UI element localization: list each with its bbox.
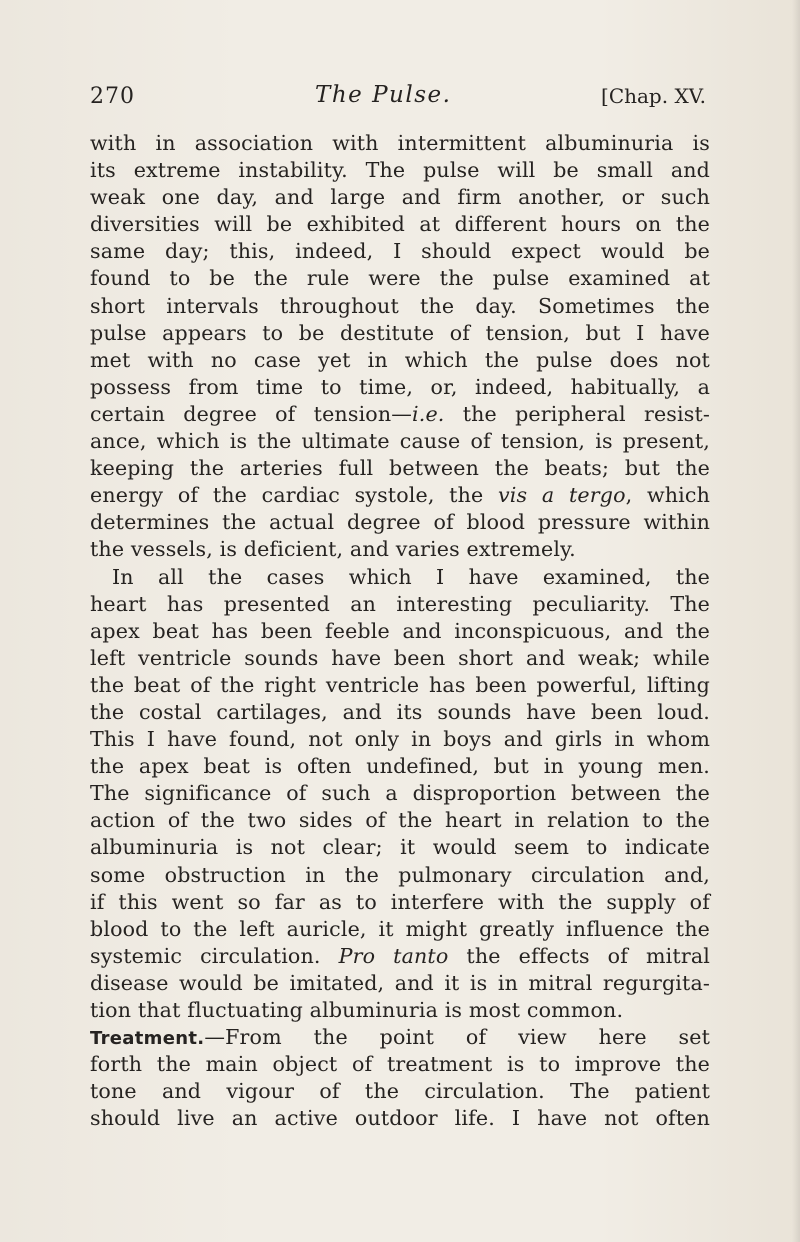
text-line: keeping the arteries full between the beats; but the <box>90 456 710 481</box>
text-line: the apex beat is often undefined, but in young men. <box>90 754 710 779</box>
text-line: albuminuria is not clear; it would seem to indicate <box>90 835 710 860</box>
chapter-reference: [Chap. XV. <box>601 84 706 108</box>
paragraph-start-line: In all the cases which I have examined, the <box>112 564 710 589</box>
text-line: determines the actual degree of blood pressure within <box>90 510 710 535</box>
text-line: apex beat has been feeble and inconspicuous, and the <box>90 618 710 643</box>
paragraph-end-line: tion that fluctuating albuminuria is most common. <box>90 998 624 1022</box>
text-line: weak one day, and large and firm another, or such <box>90 185 710 210</box>
body-text <box>90 130 710 1132</box>
text-line: certain degree of tension—i.e. the peripheral resist- <box>90 401 711 426</box>
text-line: pulse appears to be destitute of tension, but I have <box>90 320 710 345</box>
text-line: blood to the left auricle, it might greatly influence the <box>90 916 710 941</box>
text-line: same day; this, indeed, I should expect would be <box>90 239 710 264</box>
text-line: diversities will be exhibited at different hours on the <box>90 212 710 237</box>
text-line: heart has presented an interesting peculiarity. The <box>90 591 710 616</box>
italic-phrase: i.e. <box>412 401 445 426</box>
running-header <box>90 84 706 116</box>
text-line: possess from time to time, or, indeed, habitually, a <box>90 374 710 399</box>
text-line: action of the two sides of the heart in relation to the <box>90 808 710 833</box>
running-title: The Pulse. <box>315 82 452 108</box>
text-line: its extreme instability. The pulse will be small and <box>90 158 710 183</box>
italic-phrase: Pro tanto <box>338 943 449 968</box>
text-line: ance, which is the ultimate cause of tension, is present, <box>90 429 710 454</box>
text-line: with in association with intermittent albuminuria is <box>90 131 710 155</box>
text-line: The significance of such a disproportion between the <box>90 781 710 806</box>
text-line: the beat of the right ventricle has been powerful, lifting <box>90 672 710 697</box>
text-line: some obstruction in the pulmonary circulation and, <box>90 862 710 887</box>
text-line: should live an active outdoor life. I have not often <box>90 1106 710 1131</box>
text-line: tone and vigour of the circulation. The patient <box>90 1079 710 1104</box>
section-start-line: Treatment.—From the point of view here set <box>90 1025 710 1050</box>
section-heading: Treatment. <box>90 1028 205 1050</box>
text-line: This I have found, not only in boys and girls in whom <box>90 727 710 752</box>
text-line: found to be the rule were the pulse examined at <box>90 266 710 291</box>
page-edge-shadow <box>792 0 800 1242</box>
text-line: met with no case yet in which the pulse does not <box>90 347 710 372</box>
paragraph-end-line: the vessels, is deficient, and varies extremely. <box>90 537 576 562</box>
page-number: 270 <box>90 84 135 109</box>
text-line: forth the main object of treatment is to improve the <box>90 1052 710 1077</box>
text-line: short intervals throughout the day. Sometimes the <box>90 293 710 318</box>
italic-phrase: vis a tergo <box>498 483 626 508</box>
text-line: systemic circulation. Pro tanto the effects of mitral <box>90 943 710 968</box>
text-line: energy of the cardiac systole, the vis a tergo, which <box>90 483 710 508</box>
text-line: left ventricle sounds have been short and weak; while <box>90 645 710 670</box>
text-line: the costal cartilages, and its sounds have been loud. <box>90 699 710 724</box>
text-line: disease would be imitated, and it is in mitral regurgita- <box>90 970 710 995</box>
text-line: if this went so far as to interfere with the supply of <box>90 889 710 914</box>
